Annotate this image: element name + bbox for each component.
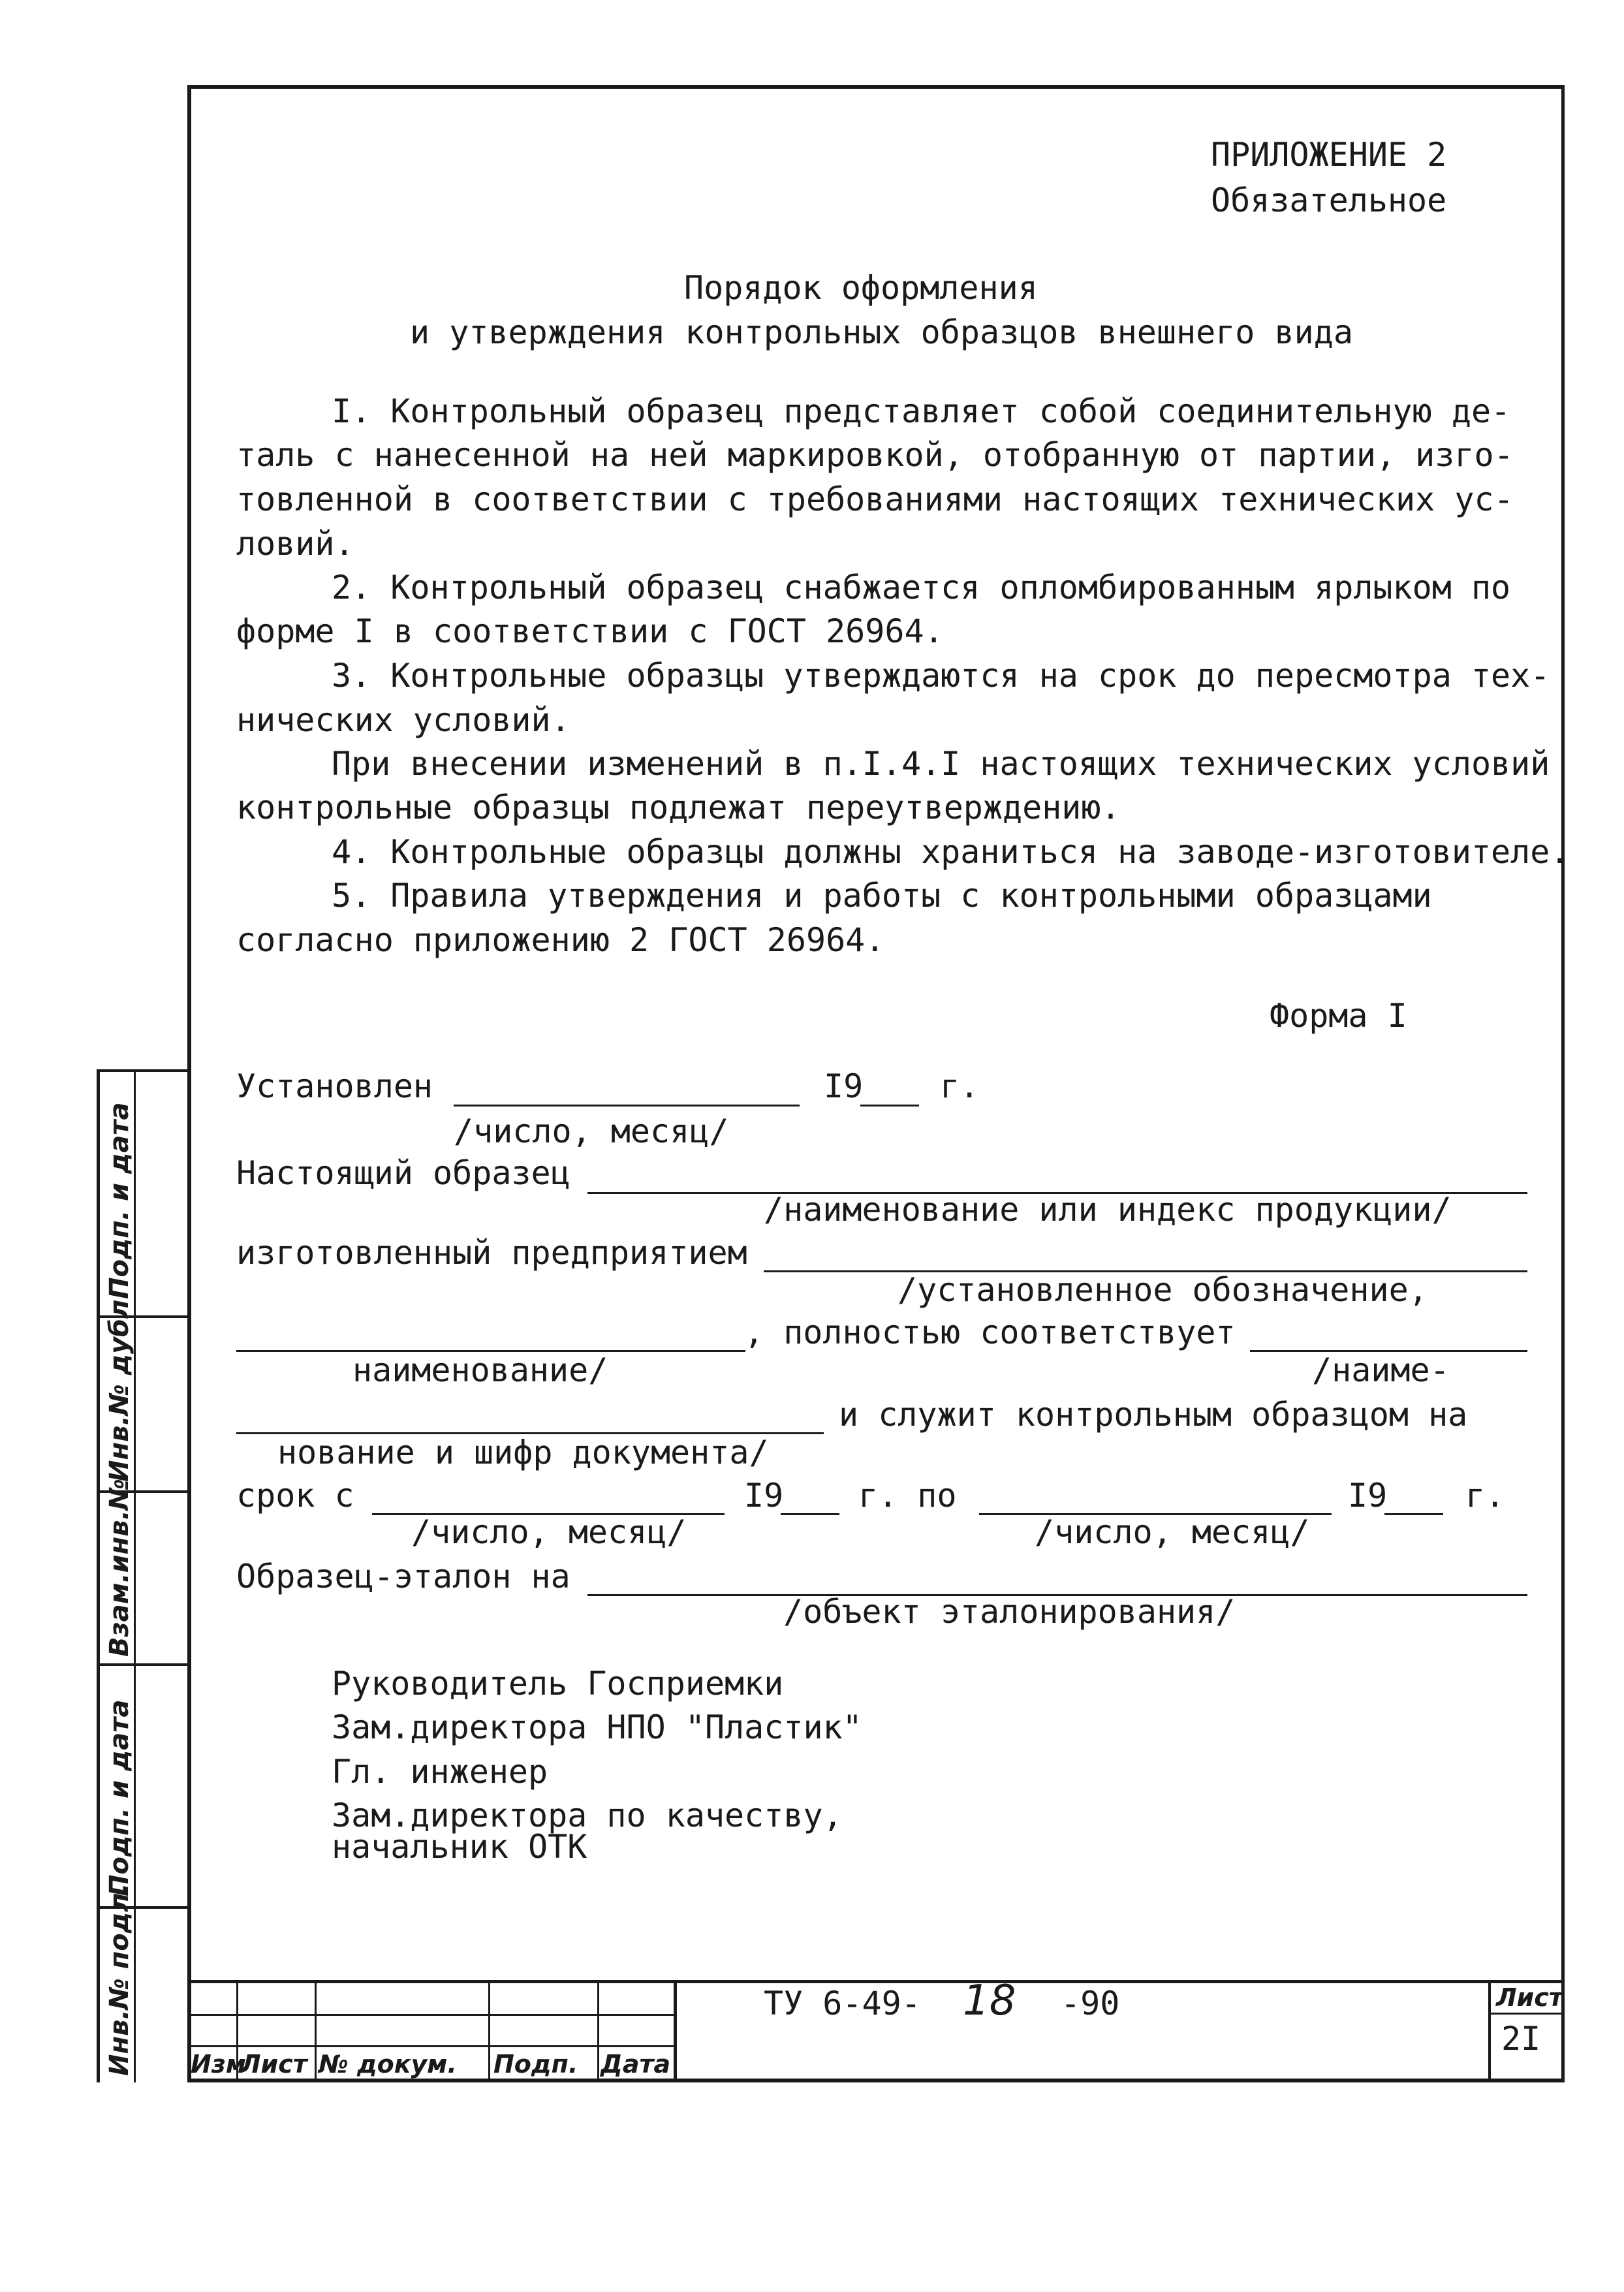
appendix-status: Обязательное [1211, 181, 1447, 219]
stamp-row-2 [189, 2045, 676, 2047]
serves-as-label: и служит контрольным образцом на [839, 1396, 1468, 1434]
designation-hint: /установленное обозначение, [898, 1271, 1428, 1309]
stamp-col-sign: Подп. [493, 2050, 578, 2079]
stamp-row-1 [189, 2014, 676, 2016]
stamp-sheet-divider [1488, 2013, 1563, 2015]
body-line: товленной в соответствии с требованиями настоящих технических ус- [236, 480, 1514, 518]
body-line: согласно приложению 2 ГОСТ 26964. [236, 921, 885, 959]
installed-year-field [860, 1105, 919, 1107]
year-prefix: I9 [824, 1067, 864, 1105]
sheet-label: Лист [1496, 1983, 1563, 2012]
doc-code-number: 18 [963, 1977, 1016, 2025]
year-suffix: г. [940, 1067, 980, 1105]
body-line: 2. Контрольный образец снабжается опломбированным ярлыком по [332, 569, 1511, 606]
body-line: таль с нанесенной на ней маркировкой, отобранную от партии, изго- [236, 436, 1514, 474]
form-title: Форма I [1270, 997, 1407, 1035]
side-label-sign-date: Подп. и дата [104, 1102, 134, 1299]
body-line: I. Контрольный образец представляет собой соединительную де- [332, 392, 1511, 430]
body-line: форме I в соответствии с ГОСТ 26964. [236, 612, 944, 650]
installed-date-hint: /число, месяц/ [454, 1112, 729, 1150]
object-hint: /объект эталонирования/ [783, 1593, 1236, 1631]
side-label-replace-inv: Взам.инв.№ [104, 1479, 134, 1657]
term-from-year-field [781, 1513, 839, 1515]
reference-sample-label: Образец-эталон на [236, 1558, 570, 1595]
product-hint: /наименование или индекс продукции/ [764, 1191, 1452, 1229]
stamp-top-border [189, 1980, 1563, 1983]
name-hint-2: /наиме- [1312, 1351, 1450, 1389]
stamp-col-5 [674, 1981, 677, 2080]
appendix-label: ПРИЛОЖЕНИЕ 2 [1211, 136, 1447, 174]
body-line: 3. Контрольные образцы утверждаются на срок до пересмотра тех- [332, 657, 1550, 695]
installed-date-field [454, 1105, 800, 1107]
doc-title-line1: Порядок оформления [684, 269, 1038, 307]
stamp-col-2 [315, 1981, 317, 2080]
body-line: ловий. [236, 525, 354, 563]
term-to-label: г. по [858, 1477, 957, 1515]
side-label-orig-inv: Инв.№ подл. [104, 1883, 134, 2076]
side-column-top [97, 1069, 189, 1072]
term-to-year-suffix: г. [1465, 1477, 1505, 1515]
sheet-number: 2I [1501, 2020, 1541, 2058]
signature-line: Зам.директора по качеству, [332, 1797, 843, 1834]
name-hint: наименование/ [352, 1351, 608, 1389]
side-divider-3 [97, 1663, 189, 1666]
stamp-col-6 [1488, 1981, 1491, 2080]
fully-matches-label: , полностью соответствует [744, 1313, 1236, 1351]
manufactured-by-label: изготовленный предприятием [236, 1234, 747, 1272]
term-to-date-hint: /число, месяц/ [1035, 1513, 1310, 1551]
stamp-col-doc: № докум. [319, 2050, 457, 2079]
doc-code-suffix: -90 [1061, 1985, 1120, 2022]
stamp-col-sheet: Лист [240, 2050, 307, 2079]
stamp-col-date: Дата [601, 2050, 671, 2079]
term-from-label: срок с [236, 1477, 354, 1515]
stamp-col-4 [597, 1981, 599, 2080]
doc-title-line2: и утверждения контрольных образцов внешнего вида [410, 313, 1353, 351]
signature-line: Зам.директора НПО "Пластик" [332, 1708, 862, 1746]
body-line: 4. Контрольные образцы должны храниться на заводе-изготовителе. [332, 833, 1570, 871]
signature-line: Руководитель Госприемки [332, 1665, 784, 1703]
doc-code-prefix: ТУ 6-49- [764, 1985, 921, 2022]
body-line: нических условий. [236, 701, 570, 739]
installed-label: Установлен [236, 1067, 433, 1105]
body-line: контрольные образцы подлежат переутверждению. [236, 789, 1121, 826]
signature-line: начальник ОТК [332, 1828, 587, 1866]
side-column-border [97, 1071, 100, 2082]
term-from-date-hint: /число, месяц/ [411, 1513, 687, 1551]
body-line: 5. Правила утверждения и работы с контрольными образцами [332, 877, 1432, 915]
term-to-year-prefix: I9 [1348, 1477, 1388, 1515]
signature-line: Гл. инженер [332, 1753, 548, 1791]
present-sample-label: Настоящий образец [236, 1154, 570, 1192]
doc-hint: нование и шифр документа/ [277, 1434, 769, 1471]
body-line: При внесении изменений в п.I.4.I настоящих технических условий [332, 745, 1550, 783]
term-from-year-prefix: I9 [744, 1477, 784, 1515]
term-to-year-field [1384, 1513, 1443, 1515]
side-label-dup-inv: Инв.№ дубл. [104, 1289, 134, 1482]
stamp-col-3 [488, 1981, 490, 2080]
side-label-sign-date-2: Подп. и дата [104, 1699, 134, 1896]
stamp-col-change: Изм [191, 2050, 246, 2079]
